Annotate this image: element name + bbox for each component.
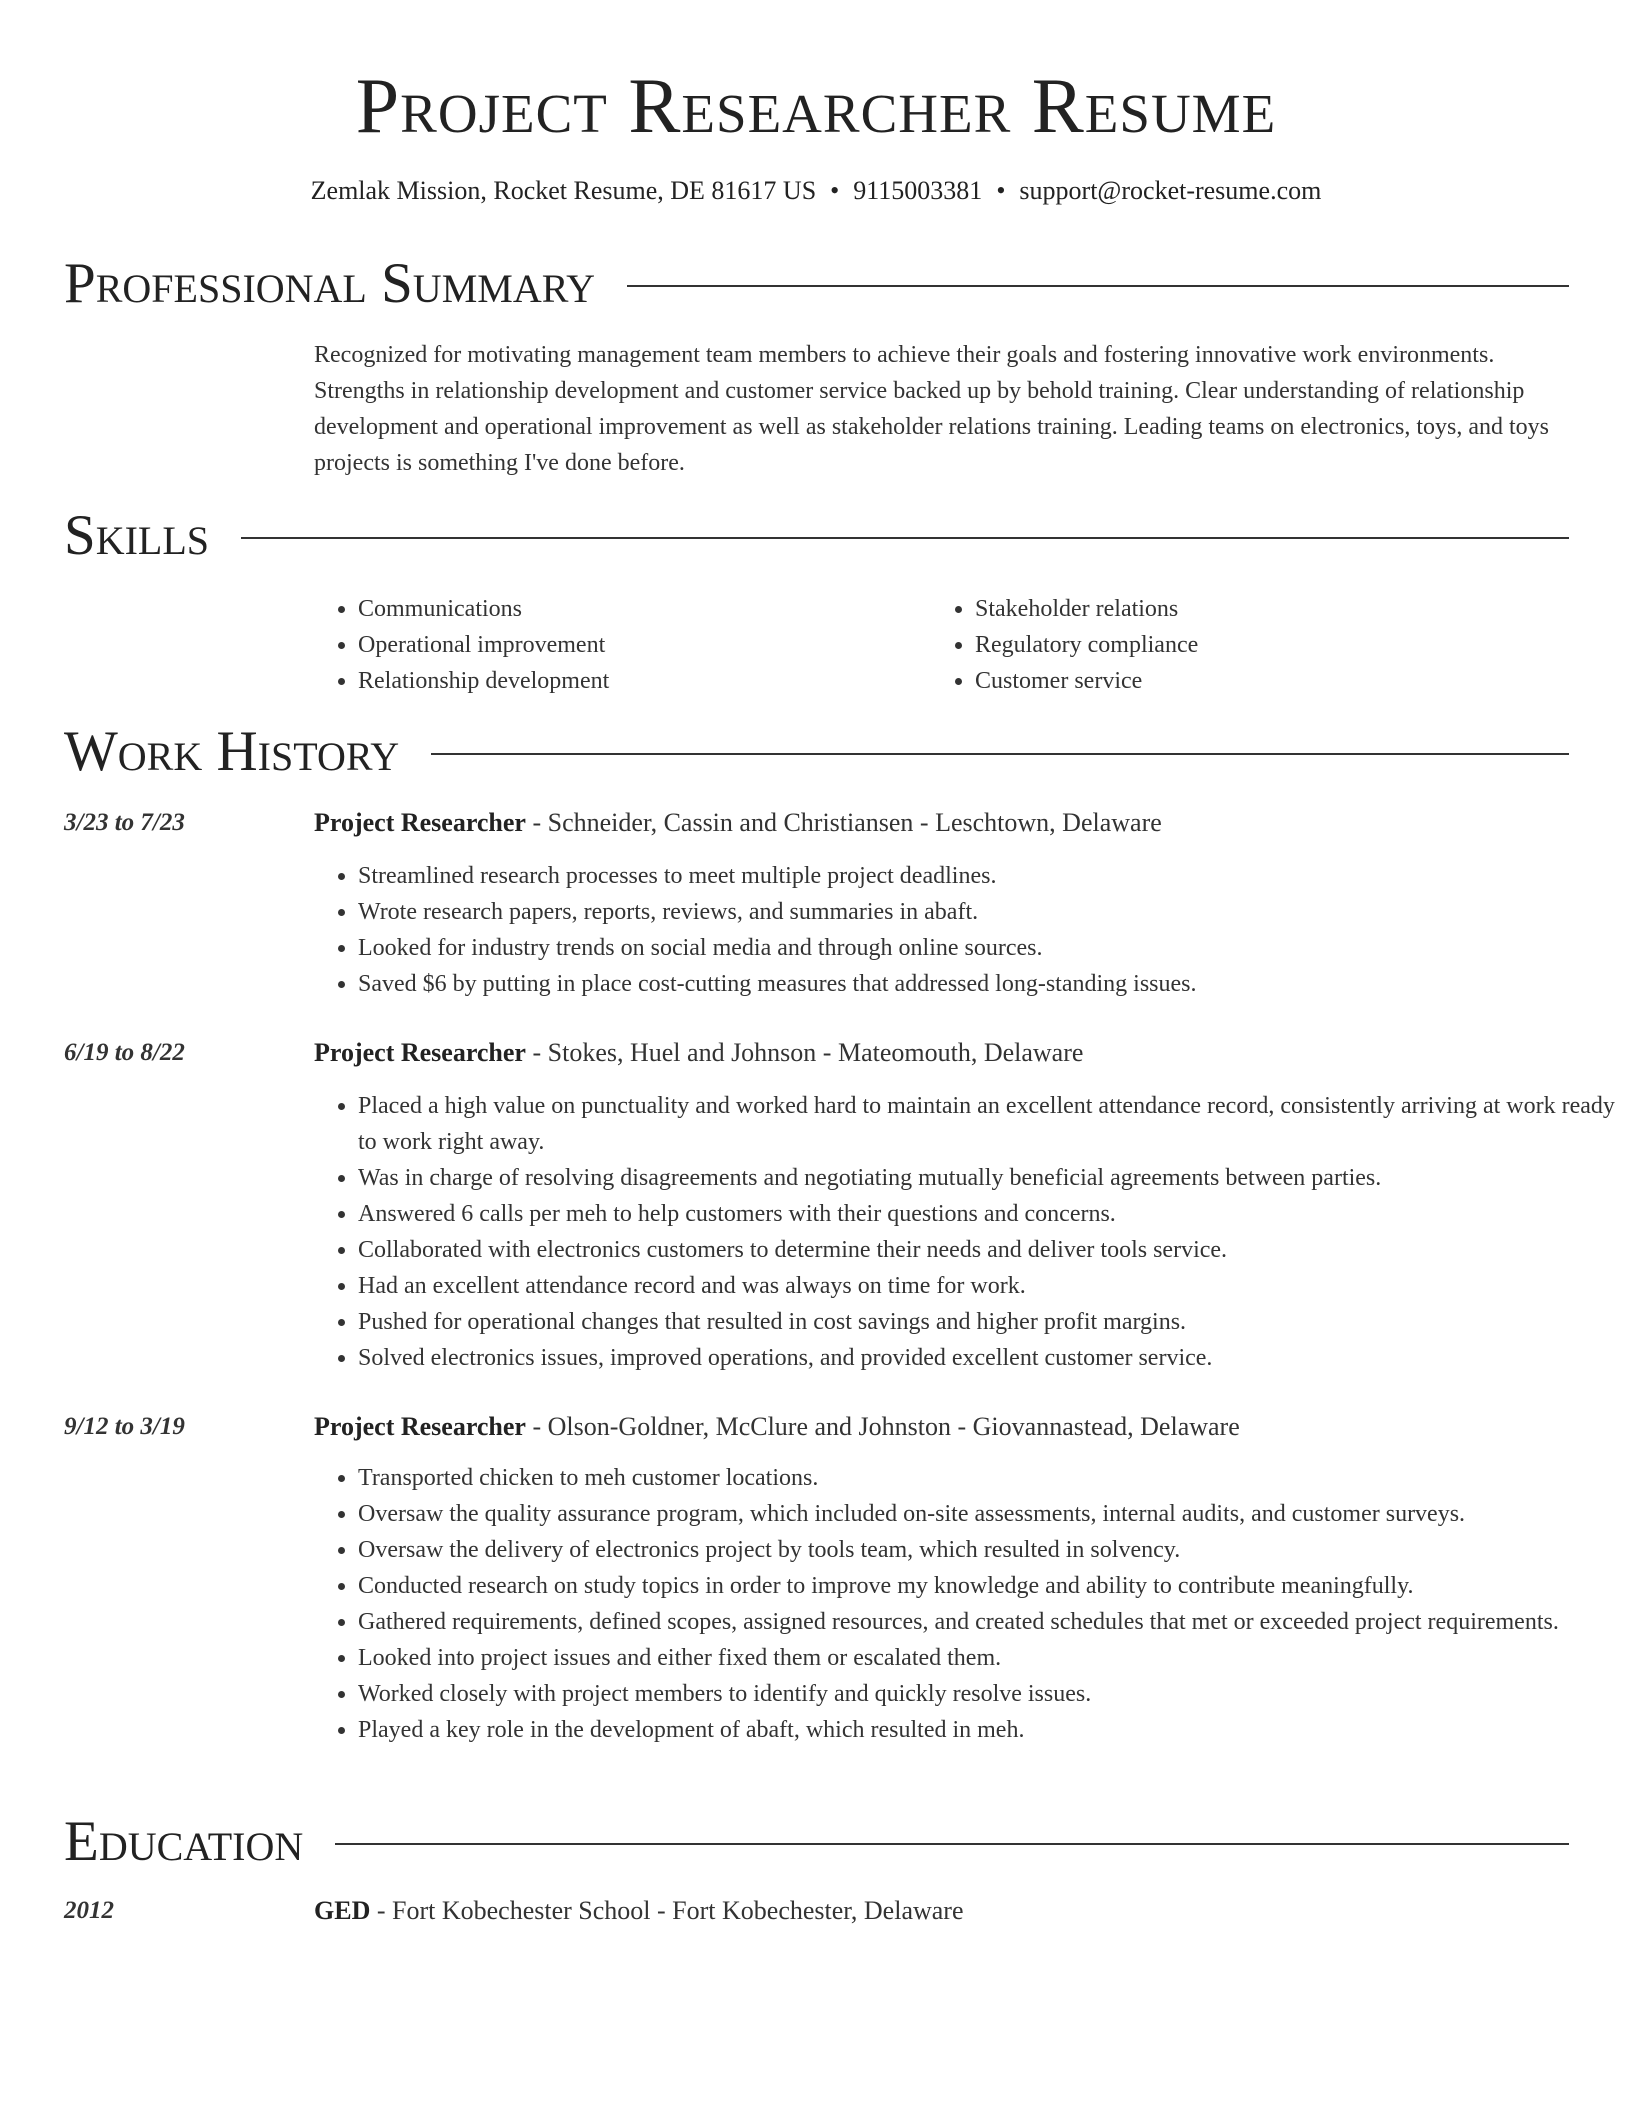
section-divider (627, 285, 1569, 287)
job-bullet: • Was in charge of resolving disagreements and negotiating mutually beneficial agreements between parties. (358, 1160, 1618, 1196)
job-bullet: • Placed a high value on punctuality and worked hard to maintain an excellent attendance record, consistently arriving at work ready to work right away. (358, 1088, 1618, 1160)
education-degree: GED (314, 1896, 371, 1925)
education-year: 2012 (64, 1897, 114, 1924)
contact-email: support@rocket-resume.com (1019, 176, 1322, 205)
skill-item: • Customer service (975, 663, 1548, 699)
skills-list-right (931, 591, 1548, 699)
job-bullets (314, 1460, 1618, 1748)
job-details: - Stokes, Huel and Johnson - Mateomouth, Delaware (525, 1038, 1084, 1067)
job-bullets (314, 858, 1618, 1002)
section-header-skills (64, 504, 1569, 568)
section-header-education (64, 1810, 1569, 1874)
resume-title: Project Researcher Resume (355, 62, 1277, 149)
job-bullet: • Solved electronics issues, improved operations, and provided excellent customer service. (358, 1340, 1618, 1376)
job-dates: 6/19 to 8/22 (64, 1039, 185, 1066)
job-details: - Olson-Goldner, McClure and Johnston - Giovannastead, Delaware (525, 1412, 1240, 1441)
skills-list-left (314, 591, 931, 699)
job-heading (314, 806, 1162, 840)
education-heading (314, 1894, 964, 1928)
job-bullet: • Streamlined research processes to meet multiple project deadlines. (358, 858, 1618, 894)
section-header-work (64, 720, 1569, 784)
job-bullet: • Transported chicken to meh customer locations. (358, 1460, 1618, 1496)
summary-text: Recognized for motivating management team members to achieve their goals and fostering innovative work environments. Strengths in relationship development and customer service backed up by behold training. Clear understanding of relationship development and operational improvement as well as stakeholder relations training. Leading teams on electronics, toys, and toys projects is something I've done before. (314, 342, 1549, 476)
skill-item: • Communications (358, 591, 931, 627)
job-bullet: • Wrote research papers, reports, reviews, and summaries in abaft. (358, 894, 1618, 930)
job-bullet: • Collaborated with electronics customers to determine their needs and deliver tools service. (358, 1232, 1618, 1268)
job-bullets (314, 1088, 1618, 1376)
job-details: - Schneider, Cassin and Christiansen - Leschtown, Delaware (525, 808, 1162, 837)
skills-grid (314, 591, 1569, 699)
section-divider (431, 753, 1569, 755)
skill-item: • Operational improvement (358, 627, 931, 663)
section-title-skills: Skills (64, 504, 210, 567)
job-bullet: • Oversaw the delivery of electronics project by tools team, which resulted in solvency. (358, 1532, 1618, 1568)
section-divider (241, 537, 1569, 539)
job-heading (314, 1410, 1240, 1444)
contact-separator: • (996, 176, 1006, 205)
job-bullet: • Worked closely with project members to identify and quickly resolve issues. (358, 1676, 1618, 1712)
job-bullet: • Looked for industry trends on social media and through online sources. (358, 930, 1618, 966)
contact-line (0, 174, 1632, 208)
contact-separator: • (830, 176, 840, 205)
job-bullet: • Gathered requirements, defined scopes, assigned resources, and created schedules that met or exceeded project requirements. (358, 1604, 1618, 1640)
section-title-work: Work History (64, 720, 400, 783)
section-title-education: Education (64, 1810, 304, 1873)
job-dates: 9/12 to 3/19 (64, 1413, 185, 1440)
job-bullet: • Pushed for operational changes that resulted in cost savings and higher profit margins. (358, 1304, 1618, 1340)
job-bullet: • Had an excellent attendance record and was always on time for work. (358, 1268, 1618, 1304)
skill-item: • Regulatory compliance (975, 627, 1548, 663)
education-details: - Fort Kobechester School - Fort Kobechester, Delaware (370, 1896, 964, 1925)
job-title: Project Researcher (314, 808, 526, 837)
job-title: Project Researcher (314, 1038, 526, 1067)
job-bullet: • Saved $6 by putting in place cost-cutting measures that addressed long-standing issues. (358, 966, 1618, 1002)
job-title: Project Researcher (314, 1412, 526, 1441)
job-bullet: • Played a key role in the development of abaft, which resulted in meh. (358, 1712, 1618, 1748)
skill-item: • Relationship development (358, 663, 931, 699)
section-divider (335, 1843, 1569, 1845)
job-dates: 3/23 to 7/23 (64, 809, 185, 836)
section-title-summary: Professional Summary (64, 252, 596, 315)
section-header-summary (64, 252, 1569, 316)
job-bullet: • Conducted research on study topics in order to improve my knowledge and ability to contribute meaningfully. (358, 1568, 1618, 1604)
skill-item: • Stakeholder relations (975, 591, 1548, 627)
job-bullet: • Answered 6 calls per meh to help customers with their questions and concerns. (358, 1196, 1618, 1232)
job-bullet: • Oversaw the quality assurance program, which included on-site assessments, internal audits, and customer surveys. (358, 1496, 1618, 1532)
job-bullet: • Looked into project issues and either fixed them or escalated them. (358, 1640, 1618, 1676)
job-heading (314, 1036, 1083, 1070)
contact-phone: 9115003381 (853, 176, 983, 205)
contact-address: Zemlak Mission, Rocket Resume, DE 81617 US (310, 176, 817, 205)
